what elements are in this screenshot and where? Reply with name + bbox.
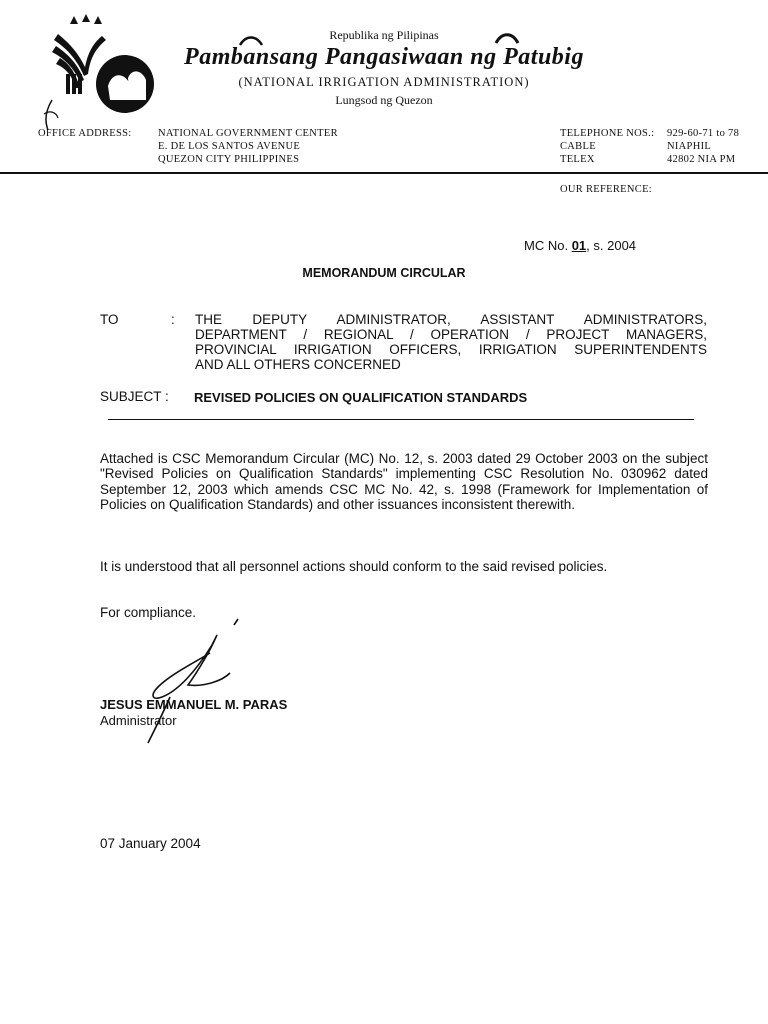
subject-divider	[108, 419, 694, 420]
addressees	[195, 312, 707, 372]
agency-name-english: (NATIONAL IRRIGATION ADMINISTRATION)	[238, 75, 530, 89]
signature-image	[130, 615, 250, 750]
cable-label: CABLE	[560, 141, 596, 152]
mc-number	[524, 238, 636, 253]
cable-value: NIAPHIL	[667, 141, 712, 152]
agency-name-tagalog: Pambansang Pangasiwaan ng Patubig	[184, 44, 584, 70]
republic-line: Republika ng Pilipinas	[329, 28, 439, 42]
telex-label: TELEX	[560, 154, 595, 165]
mc-number-value: 01	[571, 238, 587, 253]
addressee-line: AND ALL OTHERS CONCERNED	[195, 357, 401, 372]
mc-prefix: MC No.	[524, 238, 569, 253]
telephone-label: TELEPHONE NOS.:	[560, 128, 655, 139]
body-paragraph: For compliance.	[100, 605, 197, 620]
addressee-line: THE DEPUTY ADMINISTRATOR, ASSISTANT ADMINISTRATORS,	[195, 312, 707, 327]
our-reference-label: OUR REFERENCE:	[560, 184, 652, 195]
ornament-icon	[494, 30, 520, 44]
body-paragraph: Attached is CSC Memorandum Circular (MC) No. 12, s. 2003 dated 29 October 2003 on the subject "Revised Policies on Qualification Standards" implementing CSC Resolution No. 030962 dated September 12, 2003 which amends CSC MC No. 42, s. 1998 (Framework for Implementation of Policies on Qualification Standards) and other issuances inconsistent therewith.	[100, 451, 708, 512]
subject-label: SUBJECT :	[100, 389, 169, 404]
addressee-line: DEPARTMENT / REGIONAL / OPERATION / PROJECT MANAGERS,	[195, 327, 707, 342]
memo-title: MEMORANDUM CIRCULAR	[302, 266, 466, 280]
signatory-title: Administrator	[100, 713, 177, 728]
city-line: Lungsod ng Quezon	[335, 93, 433, 107]
header-divider	[0, 172, 768, 174]
subject-text: REVISED POLICIES ON QUALIFICATION STANDARDS	[194, 390, 528, 405]
mc-suffix: , s. 2004	[586, 238, 637, 253]
address-line: QUEZON CITY PHILIPPINES	[158, 154, 300, 165]
memo-date: 07 January 2004	[100, 836, 201, 851]
signatory-name: JESUS EMMANUEL M. PARAS	[100, 697, 288, 712]
telex-value: 42802 NIA PM	[667, 154, 736, 165]
address-line: E. DE LOS SANTOS AVENUE	[158, 141, 301, 152]
addressee-line: PROVINCIAL IRRIGATION OFFICERS, IRRIGATION SUPERINTENDENTS	[195, 342, 707, 357]
telephone-value: 929-60-71 to 78	[667, 128, 740, 139]
body-paragraph: It is understood that all personnel actions should conform to the said revised policies.	[100, 559, 608, 574]
to-colon: :	[171, 312, 175, 327]
office-address-label: OFFICE ADDRESS:	[38, 128, 132, 139]
address-line: NATIONAL GOVERNMENT CENTER	[158, 128, 338, 139]
to-label: TO	[100, 312, 119, 327]
